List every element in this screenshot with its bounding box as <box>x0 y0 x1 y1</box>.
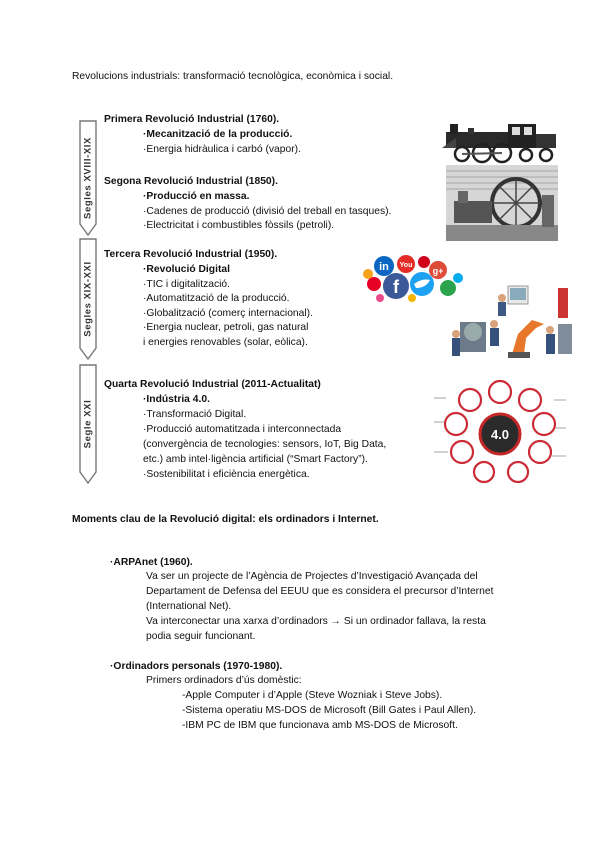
intro-text: Revolucions industrials: transformació tecnològica, econòmica i social. <box>72 71 394 82</box>
rev1-line: ·Mecanització de la producció. <box>143 129 293 140</box>
era-label: Segles XVIII-XIX <box>82 137 94 219</box>
rev3-line: i energies renovables (solar, eòlica). <box>143 337 308 348</box>
rev4-line: ·Sostenibilitat i eficiència energètica. <box>143 469 310 480</box>
industry-4-0-diagram <box>432 378 568 484</box>
arpanet-line: Va interconectar una xarxa d’ordinadors → Si un ordinador fallava, la resta <box>146 616 486 627</box>
arpanet-line: Va ser un projecte de l’Agència de Projectes d’Investigació Avançada del <box>146 571 478 582</box>
rev4-line: (convergència de tecnologies: sensors, IoT, Big Data, <box>143 439 387 450</box>
pcs-title: ·Ordinadors personals (1970-1980). <box>110 661 283 672</box>
arpanet-line: (International Net). <box>146 601 232 612</box>
robots-workers-image <box>446 284 574 362</box>
rev1-line: ·Energia hidràulica i carbó (vapor). <box>143 144 301 155</box>
rev3-line: ·Automatització de la producció. <box>143 293 290 304</box>
rev2-line: ·Electricitat i combustibles fòssils (petroli). <box>143 220 335 231</box>
rev1-title: Primera Revolució Industrial (1760). <box>104 114 280 125</box>
rev3-line: ·Revolució Digital <box>143 264 230 275</box>
industry-badge-text: 4.0 <box>490 427 510 442</box>
era-arrow-2 <box>78 238 98 360</box>
rev4-line: ·Producció automatitzada i interconnectada <box>143 424 342 435</box>
youtube-icon: You <box>399 262 413 269</box>
pcs-item: -Apple Computer i d’Apple (Steve Wozniak i Steve Jobs). <box>182 690 443 701</box>
google-plus-icon: g+ <box>432 266 444 276</box>
rev4-line: ·Transformació Digital. <box>143 409 247 420</box>
rev3-line: ·Globalització (comerç internacional). <box>143 308 313 319</box>
era-label: Segle XXI <box>82 399 94 449</box>
era-arrow-1 <box>78 120 98 236</box>
rev2-line: ·Cadenes de producció (divisió del treball en tasques). <box>143 206 392 217</box>
rev4-line: ·Indústria 4.0. <box>143 394 210 405</box>
section2-title: Moments clau de la Revolució digital: els ordinadors i Internet. <box>72 514 379 525</box>
arpanet-line: Departament de Defensa del EEUU que es considera el precursor d’Internet <box>146 586 494 597</box>
rev4-title: Quarta Revolució Industrial (2011-Actualitat) <box>104 379 321 390</box>
arpanet-line: podia seguir funcionant. <box>146 631 256 642</box>
rev2-line: ·Producció en massa. <box>143 191 250 202</box>
rev3-line: ·Energia nuclear, petroli, gas natural <box>143 322 309 333</box>
pcs-item: -IBM PC de IBM que funcionava amb MS-DOS de Microsoft. <box>182 720 458 731</box>
rev3-line: ·TIC i digitalització. <box>143 279 230 290</box>
industrial-machine-image <box>446 165 558 241</box>
pcs-intro: Primers ordinadors d’ús domèstic: <box>146 675 302 686</box>
steam-locomotive-image <box>442 118 558 164</box>
era-label: Segles XIX-XXI <box>82 261 94 337</box>
arpanet-title: ·ARPAnet (1960). <box>110 557 193 568</box>
pcs-item: -Sistema operatiu MS-DOS de Microsoft (Bill Gates i Paul Allen). <box>182 705 477 716</box>
era-arrow-3 <box>78 364 98 484</box>
linkedin-icon: in <box>379 261 389 273</box>
rev3-title: Tercera Revolució Industrial (1950). <box>104 249 278 260</box>
rev4-line: etc.) amb intel·ligència artificial (“Smart Factory”). <box>143 454 368 465</box>
svg-text:f: f <box>393 277 399 297</box>
rev2-title: Segona Revolució Industrial (1850). <box>104 176 278 187</box>
